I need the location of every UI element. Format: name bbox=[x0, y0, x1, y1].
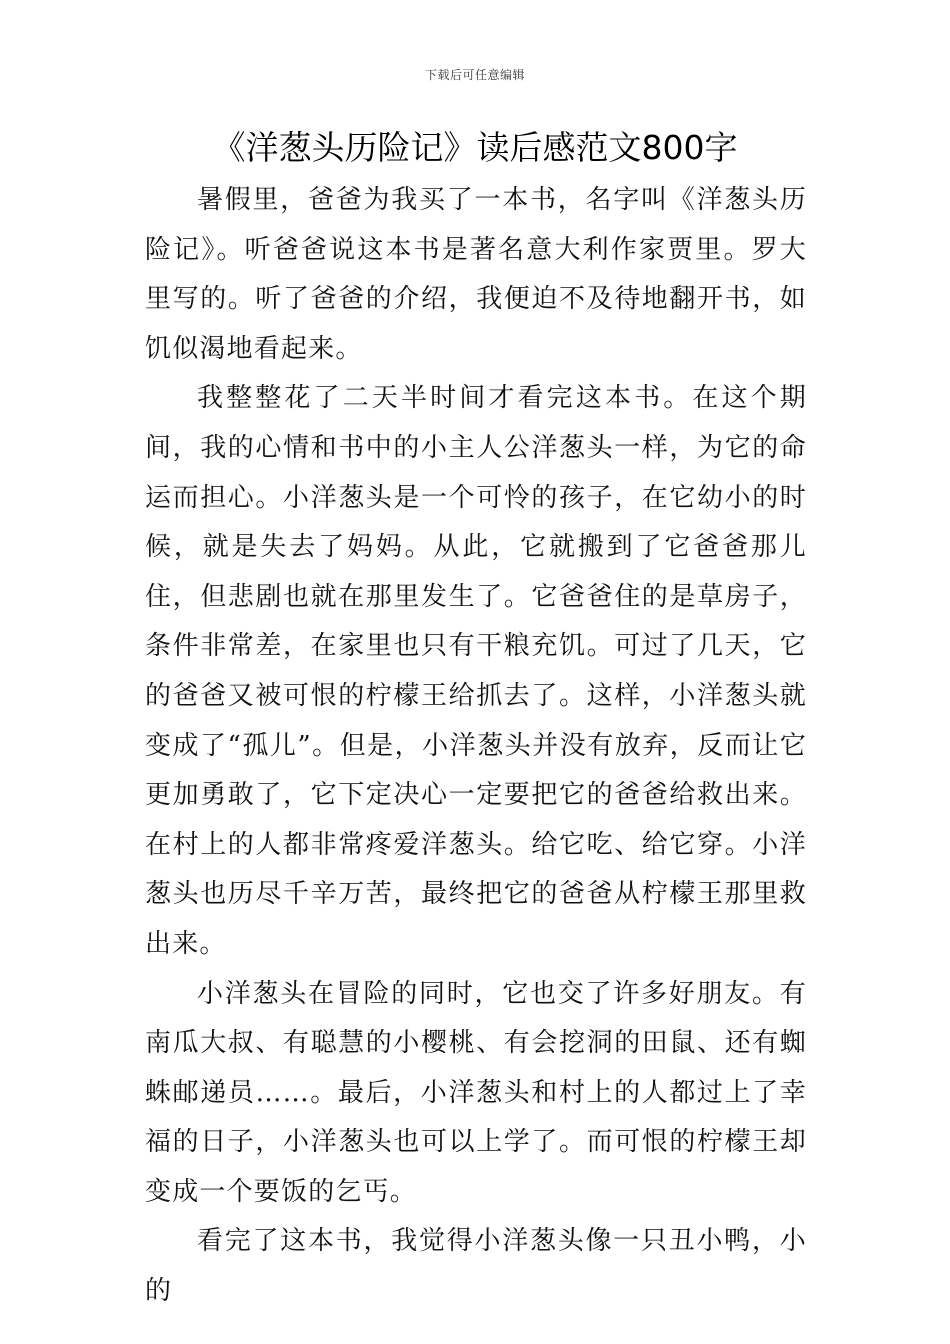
document-body bbox=[145, 176, 807, 1317]
header-note: 下载后可任意编辑 bbox=[424, 68, 525, 82]
paragraph-3: 小洋葱头在冒险的同时，它也交了许多好朋友。有南瓜大叔、有聪慧的小樱桃、有会挖洞的田鼠、还有蜘蛛邮递员……。最后，小洋葱头和村上的人都过上了幸福的日子，小洋葱头也可以上学了。而可恨的柠檬王却变成一个要饭的乞丐。 bbox=[145, 978, 807, 1207]
document-title: 《洋葱头历险记》读后感范文800字 bbox=[212, 128, 738, 167]
paragraph-4: 看完了这本书，我觉得小洋葱头像一只丑小鸭，小的 bbox=[145, 1226, 807, 1307]
paragraph-1: 暑假里，爸爸为我买了一本书，名字叫《洋葱头历险记》。听爸爸说这本书是著名意大利作家贾里。罗大里写的。听了爸爸的介绍，我便迫不及待地翻开书，如饥似渴地看起来。 bbox=[145, 185, 807, 364]
paragraph-2: 我整整花了二天半时间才看完这本书。在这个期间，我的心情和书中的小主人公洋葱头一样，为它的命运而担心。小洋葱头是一个可怜的孩子，在它幼小的时候，就是失去了妈妈。从此，它就搬到了它爸爸那儿住，但悲剧也就在那里发生了。它爸爸住的是草房子，条件非常差，在家里也只有干粮充饥。可过了几天，它的爸爸又被可恨的柠檬王给抓去了。这样，小洋葱头就变成了“孤儿”。但是，小洋葱头并没有放弃，反而让它更加勇敢了，它下定决心一定要把它的爸爸给救出来。在村上的人都非常疼爱洋葱头。给它吃、给它穿。小洋葱头也历尽千辛万苦，最终把它的爸爸从柠檬王那里救出来。 bbox=[145, 383, 807, 959]
